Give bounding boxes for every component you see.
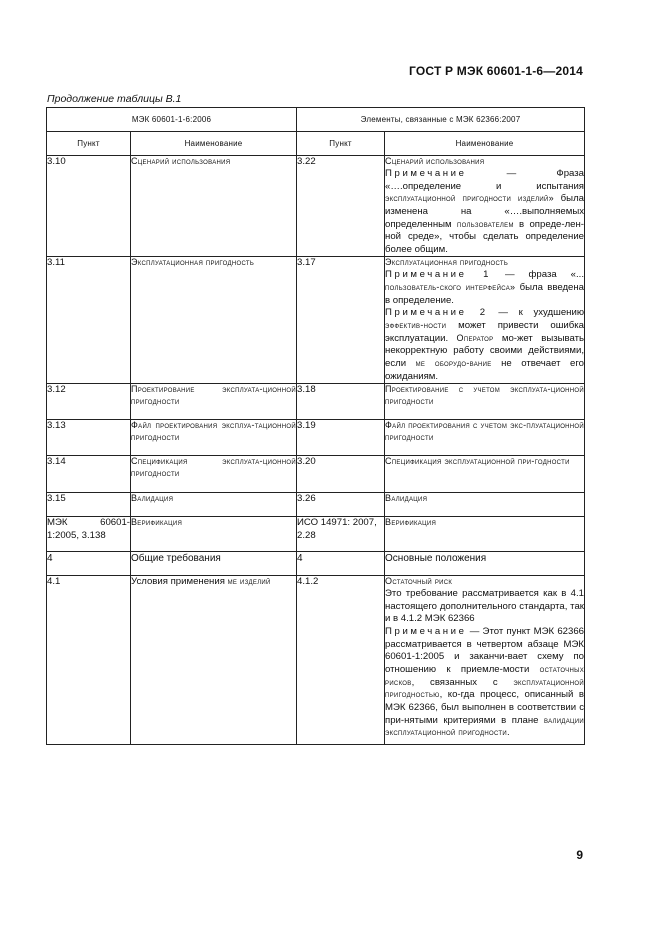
cell-name: Проектирование эксплуата-ционной пригодности	[131, 384, 297, 420]
page-number: 9	[576, 848, 583, 862]
cell-point-2: 4	[297, 552, 385, 576]
note-term: эксплуатационной пригодностью	[385, 676, 585, 700]
col-header-name: Наименование	[131, 132, 297, 156]
note-text: , ко-гда процесс, описанный в МЭК 62366, был выполнен в соответствии с при-нятыми критериями в плане	[385, 689, 585, 726]
cell-name: Файл проектирования эксплуа-тационной пригодности	[131, 420, 297, 456]
body-text: Это требование рассматривается как в 4.1 настоящего дополнительного стандарта, так и в 4.1.2 МЭК 62366	[385, 588, 585, 625]
cell-name-2: Спецификация эксплуатационной при-годности	[385, 456, 585, 493]
cell-name-2	[385, 156, 585, 257]
cell-point: МЭК 60601-1:2005, 3.138	[47, 517, 131, 552]
table-caption: Продолжение таблицы В.1	[47, 93, 182, 105]
cell-point-2: 3.22	[297, 156, 385, 257]
note-term: пользователем	[456, 218, 514, 229]
cell-point: 3.10	[47, 156, 131, 257]
cell-point: 3.14	[47, 456, 131, 493]
cell-point: 4.1	[47, 576, 131, 745]
note-label: Примечание 1	[385, 269, 492, 281]
note-text: может привести ошибка эксплуатации.	[385, 319, 585, 344]
document-header: ГОСТ Р МЭК 60601-1-6—2014	[409, 64, 583, 78]
cell-name: Валидация	[131, 493, 297, 517]
cell-name: Эксплуатационная пригодность	[131, 257, 297, 384]
table-row	[47, 384, 585, 420]
cell-name-2	[385, 257, 585, 384]
cell-name-2: Проектирование с учетом эксплуата-ционной пригодности	[385, 384, 585, 420]
note-term: ме оборудо-вание	[415, 357, 492, 368]
note-text: была введена в определение.	[385, 282, 585, 306]
cell-point: 3.13	[47, 420, 131, 456]
table-row	[47, 156, 585, 257]
table-row	[47, 420, 585, 456]
cell-point-2: 4.1.2	[297, 576, 385, 745]
note-text: — Этот пункт МЭК 62366 рассматривается в четвертом абзаце МЭК 60601-1:2005 и заканчи-вает схему по отношению к приемле-мости	[385, 626, 585, 676]
cell-point: 3.12	[47, 384, 131, 420]
table-row	[47, 517, 585, 552]
note-label: Примечание 2	[385, 307, 488, 319]
note-term: эксплуатационной пригодности изделий»	[385, 193, 554, 204]
cell-point: 3.15	[47, 493, 131, 517]
cell-name-2	[385, 576, 585, 745]
note-term: остаточных рисков	[385, 664, 585, 687]
table-row	[47, 493, 585, 517]
note-text: была изменена на «….выполняемых определенным	[385, 193, 585, 230]
note-term: валидации эксплуатационной пригодности	[385, 714, 585, 738]
note-text: — фраза «...	[491, 269, 584, 281]
note-term: Оператор	[456, 332, 494, 343]
term: Сценарий использования	[385, 156, 485, 166]
note-label: Примечание	[385, 167, 467, 179]
cell-point-2: 3.17	[297, 257, 385, 384]
cell-name: Спецификация эксплуата-ционной пригодности	[131, 456, 297, 493]
group-header-left: МЭК 60601-1-6:2006	[47, 108, 297, 132]
note-text: , связанных с	[411, 676, 514, 688]
note-text: — Фраза «….определение и испытания	[385, 167, 585, 192]
col-header-point: Пункт	[47, 132, 131, 156]
table-row	[47, 257, 585, 384]
cell-name: Сценарий использования	[131, 156, 297, 257]
cell-name-2: Основные положения	[385, 552, 585, 576]
cell-name	[131, 576, 297, 745]
term: Остаточный риск	[385, 576, 453, 587]
cell-point-2: 3.20	[297, 456, 385, 493]
cell-point-2: 3.26	[297, 493, 385, 517]
cell-name-2: Файл проектирования с учетом экс-плуатационной пригодности	[385, 420, 585, 456]
note-text: мо-жет вызывать некорректную работу своими действиями, если	[385, 332, 585, 369]
cell-point-2: 3.19	[297, 420, 385, 456]
cell-point: 4	[47, 552, 131, 576]
note-text: — к ухудшению	[487, 307, 585, 319]
group-header-right: Элементы, связанные с МЭК 62366:2007	[297, 108, 585, 132]
name-term: ме изделий	[227, 576, 271, 587]
table-row	[47, 456, 585, 493]
note-text: не отвечает его ожиданиям.	[385, 357, 584, 382]
note-label: Примечание	[385, 626, 467, 638]
cell-name-2: Верификация	[385, 517, 585, 552]
note-text: .	[506, 727, 510, 739]
cell-point-2: ИСО 14971: 2007, 2.28	[297, 517, 385, 552]
cell-point-2: 3.18	[297, 384, 385, 420]
col-header-point-2: Пункт	[297, 132, 385, 156]
correspondence-table	[46, 107, 585, 745]
cell-name-2: Валидация	[385, 493, 585, 517]
note-term: эффектив-ности	[385, 319, 447, 330]
term: Эксплуатационная пригодность	[385, 257, 509, 268]
note-2	[385, 307, 584, 383]
note-1	[385, 269, 584, 307]
note-text: в опреде-лен-ной среде», чтобы сделать определение более общим.	[385, 218, 585, 255]
cell-name: Общие требования	[131, 552, 297, 576]
col-header-name-2: Наименование	[385, 132, 585, 156]
cell-point: 3.11	[47, 257, 131, 384]
table-row	[47, 552, 585, 576]
name-text: Условия применения	[131, 576, 228, 588]
note-term: пользователь-ского интерфейса»	[385, 282, 516, 292]
cell-name: Верификация	[131, 517, 297, 552]
table-row	[47, 576, 585, 745]
note	[385, 626, 584, 740]
note	[385, 168, 584, 257]
